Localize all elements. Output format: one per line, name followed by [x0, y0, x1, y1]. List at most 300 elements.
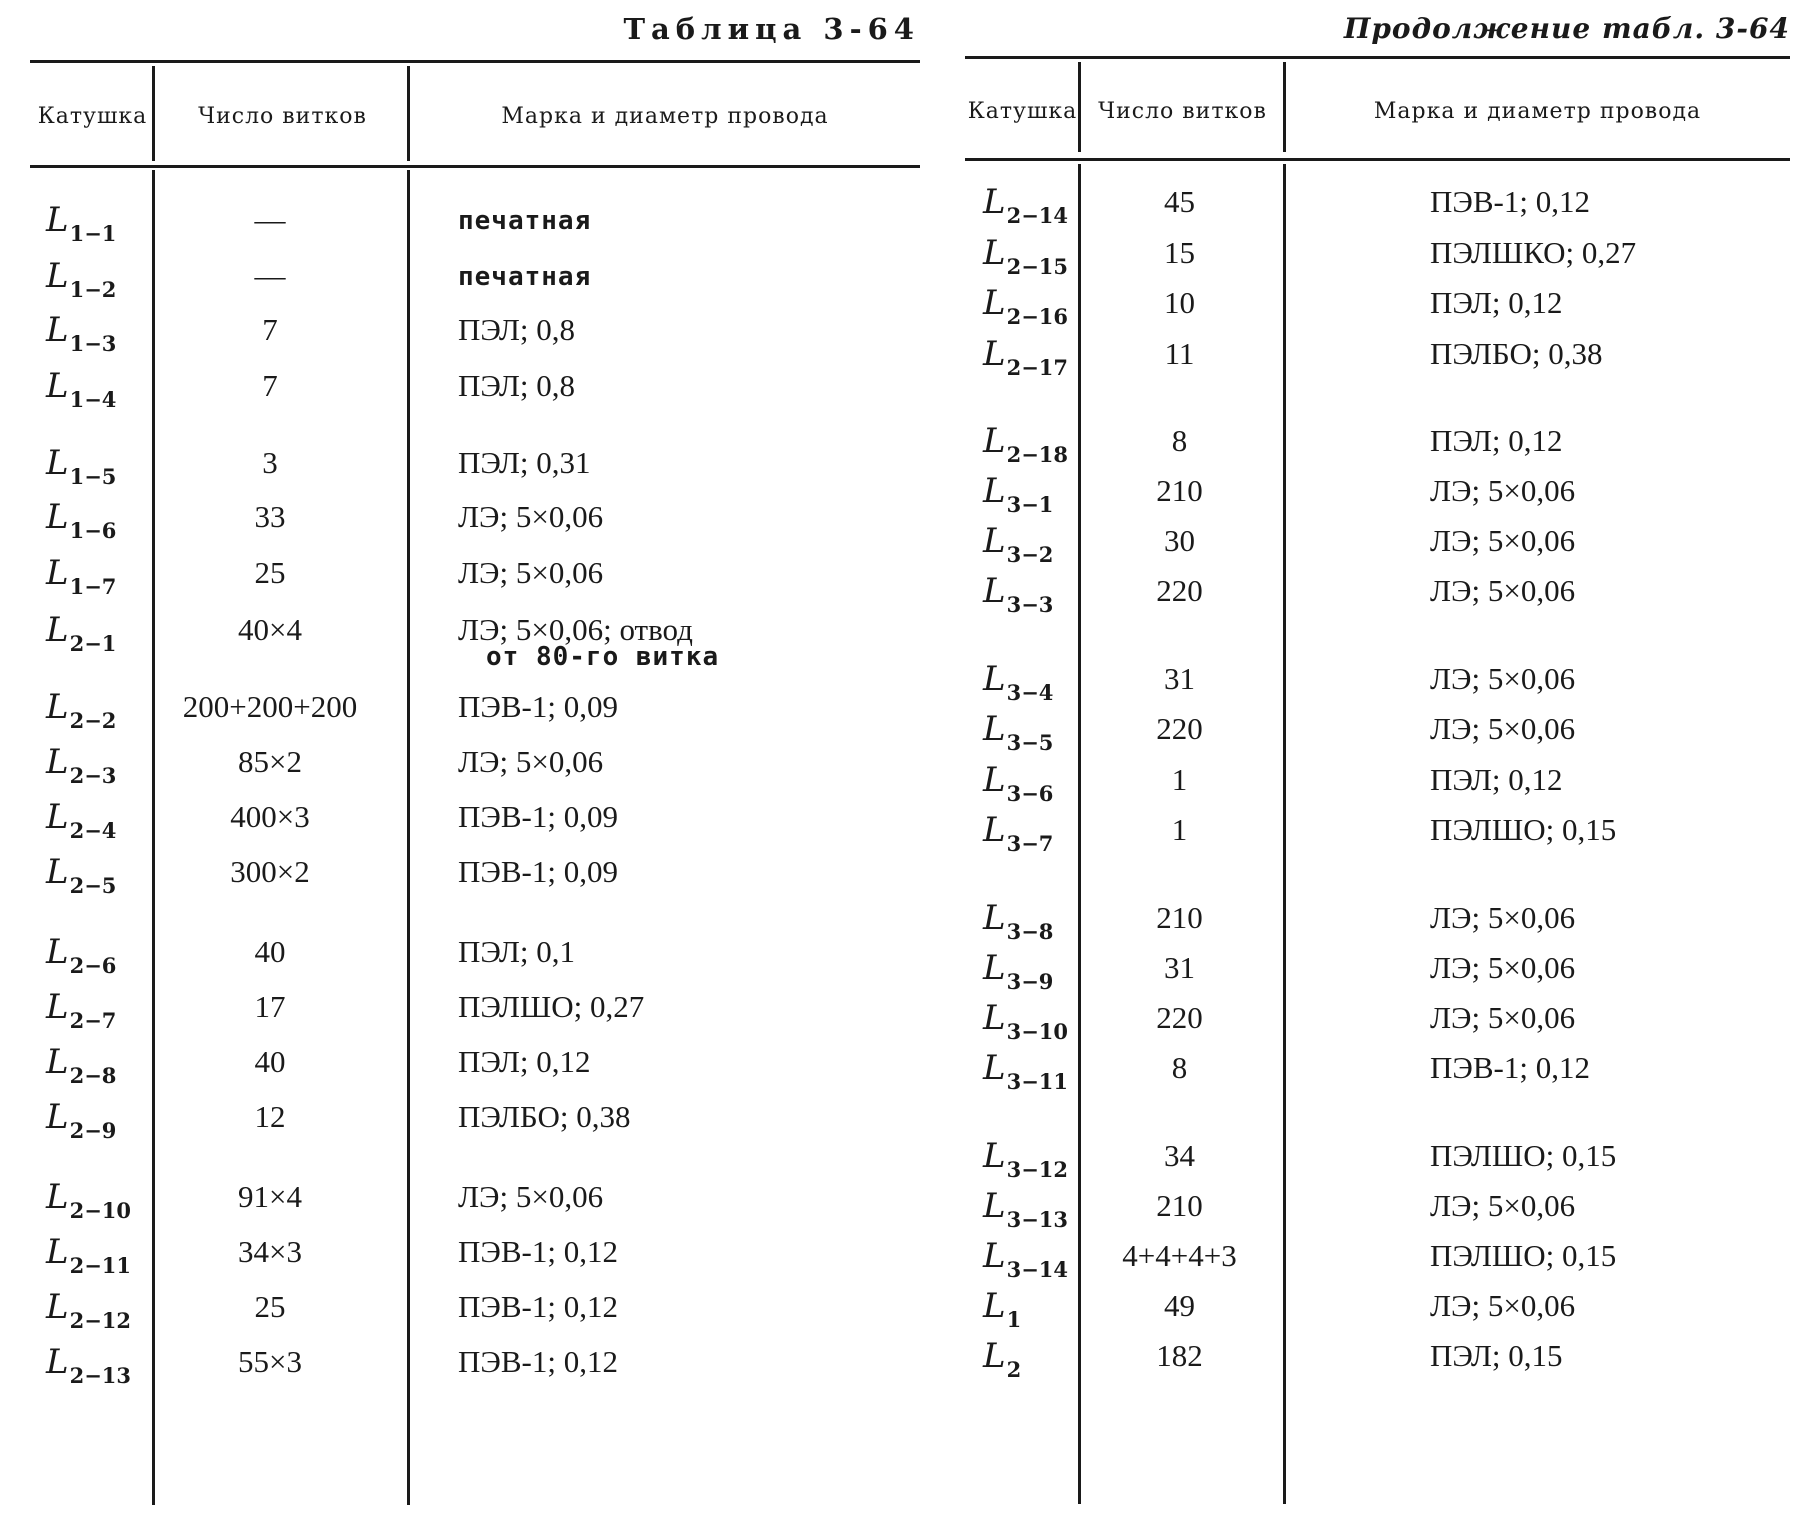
coil-index: 3−2: [1006, 542, 1054, 567]
coil-index: 1: [1006, 1307, 1022, 1332]
coil-letter: L: [46, 310, 69, 350]
coil-cell: [46, 852, 116, 898]
coil-letter: L: [46, 932, 69, 972]
coil-index: 1−2: [69, 277, 117, 302]
coil-index: 2−14: [1006, 203, 1069, 228]
wire-text: ПЭВ-1; 0,09: [458, 854, 618, 889]
table-row: [965, 898, 1790, 942]
turns-cell: 45: [1164, 184, 1195, 219]
coil-letter: L: [46, 742, 69, 782]
coil-letter: L: [983, 1336, 1006, 1376]
table-row: [30, 932, 920, 976]
wire-text: ПЭЛБО; 0,38: [458, 1099, 631, 1134]
wire-text: ПЭЛ; 0,15: [1430, 1338, 1563, 1373]
wire-cell: [458, 1344, 618, 1380]
coil-cell: [983, 998, 1068, 1044]
coil-index: 3−8: [1006, 919, 1054, 944]
turns-cell: 7: [262, 368, 278, 403]
turns-cell: 40×4: [238, 612, 302, 647]
wire-text: ПЭЛШО; 0,15: [1430, 812, 1617, 847]
wire-text: ЛЭ; 5×0,06: [1430, 1188, 1576, 1223]
table-row: [965, 709, 1790, 753]
turns-cell: 25: [254, 555, 286, 590]
table-row: [30, 200, 920, 244]
coil-cell: [983, 760, 1053, 806]
turns-cell: 25: [254, 1289, 286, 1324]
turns-cell: 7: [262, 312, 278, 347]
wire-cell: [1430, 812, 1616, 848]
table-row: [30, 610, 920, 672]
wire-cell: [1430, 1338, 1563, 1374]
coil-index: 1−3: [69, 331, 117, 356]
coil-index: 1−5: [69, 464, 117, 489]
coil-letter: L: [46, 610, 69, 650]
table-row: [30, 1232, 920, 1276]
wire-text: печатная: [458, 206, 592, 236]
coil-cell: [983, 182, 1068, 228]
coil-letter: L: [983, 471, 1006, 511]
wire-cell: [1430, 1000, 1575, 1036]
turns-cell: 40: [254, 934, 286, 969]
coil-letter: L: [983, 283, 1006, 323]
header-coil: Катушка: [967, 99, 1078, 124]
coil-cell: [46, 256, 116, 302]
turns-cell: 210: [1156, 900, 1203, 935]
wire-text: ПЭЛБО; 0,38: [1430, 336, 1603, 371]
wire-cell: [458, 499, 603, 535]
turns-cell: 85×2: [238, 744, 302, 779]
table-row: [965, 521, 1790, 565]
table-row: [30, 1097, 920, 1141]
coil-index: 3−9: [1006, 969, 1054, 994]
table-row: [30, 1287, 920, 1331]
coil-letter: L: [983, 182, 1006, 222]
coil-table-main: [30, 0, 920, 1516]
table-top-rule: [965, 56, 1790, 59]
wire-cell: [1430, 285, 1563, 321]
wire-cell: [1430, 573, 1575, 609]
coil-cell: [983, 709, 1053, 755]
coil-cell: [983, 521, 1053, 567]
table-row: [30, 797, 920, 841]
coil-letter: L: [46, 797, 69, 837]
wire-cell: [1430, 184, 1590, 220]
table-row: [965, 810, 1790, 854]
header-wire: Марка и диаметр провода: [1373, 99, 1702, 124]
wire-cell: [458, 1179, 603, 1215]
table-caption: Продолжение табл. 3-64: [1343, 12, 1790, 45]
header-bottom-rule: [965, 158, 1790, 161]
wire-cell: [458, 262, 591, 292]
wire-cell: [1430, 235, 1636, 271]
coil-index: 2−8: [69, 1063, 117, 1088]
coil-cell: [46, 553, 116, 599]
wire-cell: [458, 1289, 618, 1325]
table-row: [30, 553, 920, 597]
wire-text: ПЭЛ; 0,31: [458, 445, 591, 480]
coil-cell: [46, 310, 116, 356]
table-row: [965, 1136, 1790, 1180]
coil-index: 3−11: [1006, 1069, 1069, 1094]
wire-cell: [1430, 523, 1575, 559]
turns-cell: 300×2: [230, 854, 310, 889]
table-top-rule: [30, 60, 920, 63]
coil-letter: L: [46, 987, 69, 1027]
coil-index: 2−6: [69, 953, 117, 978]
header-turns: Число витков: [198, 104, 367, 129]
coil-letter: L: [46, 200, 69, 240]
coil-index: 2−4: [69, 818, 117, 843]
coil-letter: L: [983, 233, 1006, 273]
coil-cell: [46, 443, 116, 489]
coil-letter: L: [46, 256, 69, 296]
wire-cell: [458, 206, 591, 236]
coil-index: 3−13: [1006, 1207, 1069, 1232]
turns-cell: 15: [1164, 235, 1195, 270]
coil-letter: L: [983, 760, 1006, 800]
coil-cell: [46, 1232, 131, 1278]
header-divider: [407, 66, 410, 161]
coil-cell: [983, 421, 1068, 467]
wire-text: ЛЭ; 5×0,06: [1430, 900, 1576, 935]
coil-index: 3−3: [1006, 592, 1054, 617]
wire-cell: [458, 445, 591, 481]
table-row: [965, 1286, 1790, 1330]
coil-cell: [983, 810, 1053, 856]
coil-letter: L: [983, 1136, 1006, 1176]
turns-cell: 3: [262, 445, 278, 480]
wire-cell: [1430, 711, 1575, 747]
turns-cell: 1: [1171, 812, 1188, 847]
wire-text: ПЭЛ; 0,12: [458, 1044, 591, 1079]
turns-cell: 33: [254, 499, 286, 534]
wire-text: ПЭЛ; 0,12: [1430, 423, 1563, 458]
wire-cell: [458, 1044, 591, 1080]
header-turns: Число витков: [1098, 99, 1267, 124]
turns-cell: 400×3: [230, 799, 310, 834]
coil-cell: [983, 1286, 1021, 1332]
coil-index: 3−4: [1006, 680, 1054, 705]
turns-cell: 182: [1156, 1338, 1203, 1373]
coil-cell: [983, 233, 1068, 279]
coil-index: 3−5: [1006, 730, 1054, 755]
table-row: [965, 760, 1790, 804]
coil-index: 2−16: [1006, 304, 1069, 329]
wire-cell: [1430, 1188, 1575, 1224]
wire-cell: [1430, 1238, 1616, 1274]
table-caption: Таблица 3-64: [623, 12, 920, 46]
wire-cell: [458, 555, 603, 591]
coil-letter: L: [983, 1236, 1006, 1276]
coil-letter: L: [983, 948, 1006, 988]
coil-index: 2−5: [69, 873, 117, 898]
coil-cell: [46, 742, 116, 788]
coil-letter: L: [46, 553, 69, 593]
coil-index: 1−1: [69, 221, 117, 246]
table-row: [965, 998, 1790, 1042]
turns-cell: 4+4+4+3: [1122, 1238, 1237, 1273]
coil-cell: [46, 1042, 116, 1088]
wire-text: ЛЭ; 5×0,06: [458, 1179, 604, 1214]
turns-cell: 12: [254, 1099, 286, 1134]
coil-letter: L: [983, 709, 1006, 749]
coil-index: 2−11: [69, 1253, 132, 1278]
coil-letter: L: [46, 687, 69, 727]
table-row: [30, 443, 920, 487]
turns-cell: 220: [1156, 1000, 1203, 1035]
wire-text: ПЭВ-1; 0,09: [458, 689, 618, 724]
coil-letter: L: [46, 852, 69, 892]
table-row: [965, 283, 1790, 327]
table-row: [30, 742, 920, 786]
wire-text: ЛЭ; 5×0,06: [1430, 711, 1576, 746]
wire-cell: [1430, 473, 1575, 509]
coil-cell: [46, 797, 116, 843]
coil-cell: [46, 1287, 131, 1333]
wire-text: ПЭЛ; 0,8: [458, 368, 576, 403]
turns-cell: 200+200+200: [182, 689, 358, 724]
coil-index: 2−9: [69, 1118, 117, 1143]
turns-cell: 30: [1164, 523, 1195, 558]
coil-index: 2−18: [1006, 442, 1069, 467]
wire-text: ЛЭ; 5×0,06: [1430, 1000, 1576, 1035]
coil-index: 2−15: [1006, 254, 1069, 279]
coil-index: 1−4: [69, 387, 117, 412]
wire-text: ЛЭ; 5×0,06: [1430, 1288, 1576, 1323]
coil-letter: L: [983, 1286, 1006, 1326]
coil-cell: [983, 1186, 1068, 1232]
wire-cell: [1430, 900, 1575, 936]
table-row: [30, 1042, 920, 1086]
coil-letter: L: [983, 521, 1006, 561]
wire-cell: [458, 612, 719, 672]
coil-index: 2−17: [1006, 355, 1069, 380]
coil-cell: [46, 932, 116, 978]
table-row: [965, 1186, 1790, 1230]
wire-text: ЛЭ; 5×0,06: [458, 744, 604, 779]
header-bottom-rule: [30, 165, 920, 168]
coil-cell: [983, 571, 1053, 617]
coil-index: 1−7: [69, 574, 117, 599]
coil-letter: L: [46, 366, 69, 406]
coil-cell: [983, 334, 1068, 380]
coil-table-continuation: [965, 0, 1790, 1516]
coil-index: 2−1: [69, 631, 117, 656]
turns-cell: 17: [254, 989, 286, 1024]
wire-text: ПЭЛШО; 0,15: [1430, 1138, 1617, 1173]
coil-letter: L: [46, 1342, 69, 1382]
turns-cell: 210: [1156, 473, 1203, 508]
wire-text: ПЭВ-1; 0,12: [458, 1289, 618, 1324]
wire-cell: [1430, 950, 1575, 986]
header-wire: Марка и диаметр провода: [501, 104, 829, 129]
wire-cell: [458, 989, 644, 1025]
wire-text: ПЭЛШКО; 0,27: [1430, 235, 1637, 270]
coil-index: 3−6: [1006, 781, 1054, 806]
coil-letter: L: [46, 1232, 69, 1272]
coil-letter: L: [46, 1287, 69, 1327]
wire-cell: [458, 854, 618, 890]
turns-cell: 8: [1171, 1050, 1188, 1085]
turns-cell: 40: [254, 1044, 286, 1079]
turns-cell: 34×3: [238, 1234, 302, 1269]
coil-cell: [983, 283, 1068, 329]
wire-cell: [1430, 1138, 1616, 1174]
coil-index: 3−14: [1006, 1257, 1069, 1282]
coil-cell: [983, 471, 1053, 517]
wire-text: ЛЭ; 5×0,06: [1430, 950, 1576, 985]
coil-index: 2−10: [69, 1198, 132, 1223]
wire-text: ПЭЛ; 0,1: [458, 934, 576, 969]
coil-letter: L: [983, 659, 1006, 699]
coil-letter: L: [983, 998, 1006, 1038]
table-row: [965, 471, 1790, 515]
turns-cell: 49: [1164, 1288, 1195, 1323]
wire-text: ЛЭ; 5×0,06: [458, 555, 604, 590]
wire-text: ПЭВ-1; 0,12: [458, 1344, 618, 1379]
coil-index: 3−10: [1006, 1019, 1069, 1044]
coil-letter: L: [46, 1042, 69, 1082]
wire-text: ПЭЛШО; 0,15: [1430, 1238, 1617, 1273]
table-row: [30, 310, 920, 354]
coil-letter: L: [983, 571, 1006, 611]
coil-index: 2: [1006, 1357, 1022, 1382]
wire-cell: [458, 934, 575, 970]
coil-cell: [46, 987, 116, 1033]
wire-cell: [1430, 762, 1563, 798]
table-row: [965, 1048, 1790, 1092]
wire-cell: [458, 744, 603, 780]
wire-text: ПЭВ-1; 0,12: [458, 1234, 618, 1269]
turns-cell: 1: [1171, 762, 1188, 797]
wire-text: ПЭЛ; 0,12: [1430, 285, 1563, 320]
coil-cell: [46, 1342, 131, 1388]
turns-cell: 34: [1164, 1138, 1195, 1173]
coil-index: 2−7: [69, 1008, 117, 1033]
wire-cell: [458, 312, 575, 348]
coil-index: 2−2: [69, 708, 117, 733]
turns-cell: 11: [1164, 336, 1195, 371]
table-row: [30, 366, 920, 410]
table-row: [965, 948, 1790, 992]
turns-cell: 91×4: [238, 1179, 302, 1214]
wire-text-continued: от 80-го витка: [486, 642, 720, 672]
table-row: [965, 1336, 1790, 1380]
table-row: [30, 256, 920, 300]
wire-cell: [1430, 336, 1603, 372]
turns-cell: 210: [1156, 1188, 1203, 1223]
coil-index: 2−12: [69, 1308, 132, 1333]
coil-index: 3−7: [1006, 831, 1054, 856]
wire-text: ПЭЛШО; 0,27: [458, 989, 645, 1024]
wire-cell: [1430, 1288, 1575, 1324]
coil-letter: L: [983, 334, 1006, 374]
turns-cell: —: [254, 258, 286, 293]
wire-cell: [1430, 661, 1575, 697]
coil-cell: [46, 610, 116, 656]
wire-text: ПЭВ-1; 0,09: [458, 799, 618, 834]
coil-letter: L: [983, 421, 1006, 461]
wire-text: ЛЭ; 5×0,06; отвод: [458, 612, 693, 647]
coil-cell: [46, 200, 116, 246]
coil-letter: L: [46, 1177, 69, 1217]
table-row: [965, 182, 1790, 226]
wire-text: ПЭЛ; 0,12: [1430, 762, 1563, 797]
table-row: [30, 687, 920, 731]
coil-cell: [46, 366, 116, 412]
wire-text: ЛЭ; 5×0,06: [1430, 473, 1576, 508]
coil-cell: [983, 1048, 1068, 1094]
table-row: [965, 1236, 1790, 1280]
wire-text: ПЭЛ; 0,8: [458, 312, 576, 347]
table-row: [965, 334, 1790, 378]
coil-cell: [46, 1097, 116, 1143]
coil-letter: L: [983, 810, 1006, 850]
coil-index: 2−13: [69, 1363, 132, 1388]
coil-cell: [46, 497, 116, 543]
turns-cell: 31: [1164, 950, 1195, 985]
turns-cell: 10: [1164, 285, 1195, 320]
coil-cell: [983, 659, 1053, 705]
wire-text: ЛЭ; 5×0,06: [1430, 523, 1576, 558]
coil-letter: L: [983, 1186, 1006, 1226]
wire-text: ПЭВ-1; 0,12: [1430, 1050, 1590, 1085]
table-row: [30, 987, 920, 1031]
coil-cell: [983, 1336, 1021, 1382]
wire-cell: [458, 1234, 618, 1270]
turns-cell: 8: [1171, 423, 1188, 458]
table-row: [30, 1342, 920, 1386]
table-row: [30, 1177, 920, 1221]
wire-text: ПЭВ-1; 0,12: [1430, 184, 1590, 219]
coil-index: 3−12: [1006, 1157, 1069, 1182]
turns-cell: 31: [1164, 661, 1195, 696]
header-coil: Катушка: [37, 104, 148, 129]
table-row: [965, 659, 1790, 703]
wire-cell: [1430, 1050, 1590, 1086]
wire-cell: [458, 368, 575, 404]
wire-text: печатная: [458, 262, 592, 292]
coil-index: 1−6: [69, 518, 117, 543]
wire-cell: [458, 1099, 631, 1135]
table-row: [30, 852, 920, 896]
coil-letter: L: [46, 497, 69, 537]
coil-cell: [46, 687, 116, 733]
table-row: [30, 497, 920, 541]
wire-cell: [458, 799, 618, 835]
coil-letter: L: [46, 443, 69, 483]
header-divider: [1283, 62, 1286, 152]
coil-letter: L: [46, 1097, 69, 1137]
turns-cell: —: [254, 202, 286, 237]
coil-cell: [983, 1136, 1068, 1182]
wire-text: ЛЭ; 5×0,06: [1430, 661, 1576, 696]
wire-cell: [458, 689, 618, 725]
table-row: [965, 571, 1790, 615]
wire-text: ЛЭ; 5×0,06: [458, 499, 604, 534]
table-row: [965, 233, 1790, 277]
wire-cell: [1430, 423, 1563, 459]
turns-cell: 55×3: [238, 1344, 302, 1379]
header-divider: [1078, 62, 1081, 152]
coil-index: 3−1: [1006, 492, 1054, 517]
coil-cell: [983, 948, 1053, 994]
coil-cell: [46, 1177, 131, 1223]
coil-cell: [983, 1236, 1068, 1282]
wire-text: ЛЭ; 5×0,06: [1430, 573, 1576, 608]
turns-cell: 220: [1156, 711, 1203, 746]
table-row: [965, 421, 1790, 465]
